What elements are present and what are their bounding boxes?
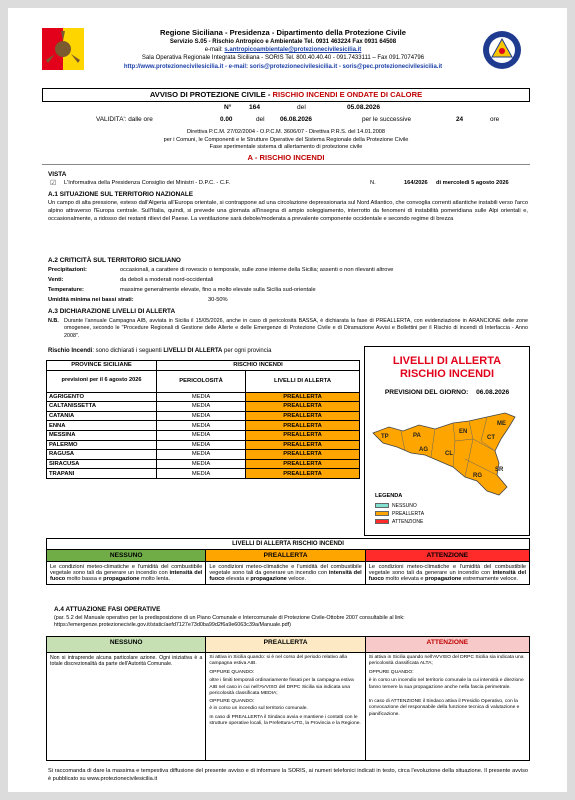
- legend-label: NESSUNO: [392, 503, 417, 509]
- intro-end: per ogni provincia: [222, 348, 272, 354]
- table-row: [47, 430, 360, 440]
- table-row: [47, 402, 360, 412]
- prov-code-cl: CL: [445, 451, 453, 457]
- livelli-desc-attenzione: [365, 562, 529, 585]
- desc-text: molto bassa e: [65, 576, 104, 582]
- desc-bold: intensità del fuoco: [209, 570, 362, 582]
- fasi-text: è in corso un incendio sul territorio comunale.: [209, 705, 308, 711]
- legend-item-nessuno: [375, 502, 424, 510]
- header-department: Regione Siciliana - Presidenza - Dipartimento della Protezione Civile: [159, 28, 406, 37]
- prov-code-me: ME: [497, 421, 506, 427]
- a3-nb: N.B.: [48, 318, 59, 324]
- map-previsioni: [365, 389, 529, 396]
- desc-bold: intensità del fuoco: [50, 570, 203, 582]
- legend-label: ATTENZIONE: [392, 519, 424, 525]
- del-label: del: [297, 104, 306, 111]
- prov-code-pa: PA: [413, 433, 421, 439]
- desc-bold: propagazione: [103, 576, 140, 582]
- validita-del-label: del: [256, 116, 265, 123]
- table-row: [47, 450, 360, 460]
- prov-code-ag: AG: [419, 447, 428, 453]
- a4-text[interactable]: (par. 5.2 del Manuale operativo per la predisposizione di un Piano Comunale e Intercomunale di Protezione Civile-Ottobre 2007 consultabile al link: https://emergenze.protezionecivile.gov.it/static/aefd7127e73d0ba99d2f6a9e6063c39a/Manuale.pdf): [54, 615, 405, 629]
- province-name: SIRACUSA: [47, 459, 157, 469]
- vista-n-label: N.: [370, 180, 376, 186]
- table-row: [47, 440, 360, 450]
- a3-text: Durante l'annuale Campagna AIB, avviata in Sicilia il 15/05/2026, anche in caso di pericolosità BASSA, è dichiarata la fase di PREALLERTA, con evidenziazione in ARANCIONE delle zone omogenee, secondo le "Procedure Regionali di Gestione delle Allerte e delle Emergenze di Protezione Civile e di Diramazione Avvisi e Bollettini per il Rischio di incendi di Interfaccia - Anno 2008".: [64, 318, 528, 339]
- table-row: [47, 421, 360, 431]
- fasi-col-nessuno: Non si intraprende alcuna particolare azione. Ogni iniziativa è a totale discrezionalità da parte dell'Autorità Comunale.: [47, 653, 206, 761]
- footer-note: Si raccomanda di dare la massima e tempestiva diffusione del presente avviso e di informare la SORIS, ai numeri telefonici indicati in testo, circa l'evoluzione della situazione. Il presente avviso è pubblicato su www.protezionecivilesicilia.it: [48, 768, 528, 782]
- desc-text: molto lenta.: [139, 576, 171, 582]
- header-service: Servizio S.05 - Rischio Antropico e Ambientale Tel. 0931 463224 Fax 0931 64508: [169, 39, 397, 46]
- previsioni-label: PREVISIONI DEL GIORNO:: [384, 389, 469, 396]
- province-name: PALERMO: [47, 440, 157, 450]
- email-prefix: e-mail:: [204, 47, 225, 54]
- pericolosita-cell: MEDIA: [157, 411, 246, 421]
- livello-cell: PREALLERTA: [246, 450, 360, 460]
- sicily-island-shape: [373, 413, 515, 495]
- livello-cell: PREALLERTA: [246, 440, 360, 450]
- livelli-allerta-table: [46, 538, 530, 585]
- col-livelli: LIVELLI DI ALLERTA: [246, 370, 360, 392]
- direttive-line3: Fase sperimentale sistema di allertamento di protezione civile: [209, 144, 363, 151]
- fasi-col-attenzione: [365, 653, 529, 761]
- fasi-header-preallerta: PREALLERTA: [206, 637, 365, 653]
- sicily-region-logo: [42, 28, 84, 70]
- table-row: [47, 459, 360, 469]
- legend-item-attenzione: [375, 518, 424, 526]
- validita-row: [42, 116, 530, 127]
- table-row: [47, 411, 360, 421]
- col-rischio: RISCHIO INCENDI: [157, 361, 360, 371]
- table-row: [47, 469, 360, 479]
- rischio-intro: [48, 347, 358, 355]
- section-a-label: A - RISCHIO INCENDI: [247, 153, 325, 162]
- ore-label: ore: [490, 116, 500, 123]
- direttive-line2: per i Comuni, le Componenti e le Strutture Operative del Sistema Regionale della Protezione Civile: [163, 136, 409, 143]
- header-email-link[interactable]: s.antropicoambientale@protezionecivilesicilia.it: [224, 47, 362, 54]
- fasi-text: In caso di PREALLERTA il Sindaco avvia e mantiene i contatti con le strutture operative locali, la Prefettura-UTG, la Provincia e la Regione.: [209, 715, 361, 727]
- section-a-title: [42, 153, 530, 165]
- livelli-header-nessuno: NESSUNO: [47, 550, 206, 562]
- fasi-operative-table: [46, 636, 530, 761]
- fasi-text: OPPURE QUANDO:: [209, 699, 255, 705]
- umidita-label: Umidità minima nei bassi strati:: [48, 297, 134, 303]
- fasi-text: oltre i limiti temporali ordinariamente fissati per la campagna estiva AIB nel caso in cui nell'AVVISO del DRPC Sicilia sia indicata una pericolosità classificata MEDIA;: [209, 678, 354, 696]
- desc-text: Le condizioni meteo-climatiche e l'umidità del combustibile vegetale sono tali da generare un incendio con: [368, 564, 526, 576]
- fasi-text: In caso di ATTENZIONE il Sindaco attiva il Presidio Operativo, con la convocazione del responsabile della funzione tecnica di valutazione e pianificazione.: [368, 698, 520, 717]
- prov-code-ct: CT: [487, 435, 495, 441]
- province-name: AGRIGENTO: [47, 392, 157, 402]
- province-name: RAGUSA: [47, 450, 157, 460]
- province-name: ENNA: [47, 421, 157, 431]
- a3-title: A.3 DICHIARAZIONE LIVELLI DI ALLERTA: [48, 308, 176, 315]
- header: [88, 28, 478, 71]
- livello-cell: PREALLERTA: [246, 469, 360, 479]
- col-province: PROVINCE SICILIANE: [47, 361, 157, 371]
- fasi-text: è in corso un incendio nel territorio comunale la cui intensità e direzione fanno temere la sua propagazione anche nella fascia perimetrale.: [368, 678, 524, 690]
- prov-code-tp: TP: [381, 434, 389, 440]
- legend-title: LEGENDA: [375, 493, 403, 499]
- vista-title: VISTA: [48, 171, 67, 178]
- province-name: TRAPANI: [47, 469, 157, 479]
- map-title-1: LIVELLI DI ALLERTA: [392, 355, 502, 367]
- header-soris: Sala Operativa Regionale Integrata Siciliana - SORIS Tel. 800.40.40.40 - 091.7433111 – Fax 091.7074796: [141, 55, 425, 62]
- pericolosita-cell: MEDIA: [157, 392, 246, 402]
- livelli-desc-preallerta: [206, 562, 365, 585]
- validita-label: VALIDITA': dalle ore: [96, 116, 153, 123]
- a2-title: A.2 CRITICITÀ SUL TERRITORIO SICILIANO: [48, 257, 181, 264]
- avviso-number-row: [42, 104, 530, 115]
- pericolosita-cell: MEDIA: [157, 440, 246, 450]
- precip-value: occasionali, a carattere di rovescio o temporale, sulle zone interne della Sicilia; assenti o non rilevanti altrove: [120, 267, 394, 273]
- venti-value: da deboli a moderati nord-occidentali: [120, 277, 214, 283]
- livello-cell: PREALLERTA: [246, 430, 360, 440]
- intro-mid: : sono dichiarati i seguenti: [92, 348, 164, 354]
- legend-swatch: [375, 519, 389, 524]
- alert-document: [8, 8, 567, 792]
- livello-cell: PREALLERTA: [246, 459, 360, 469]
- a4-title: A.4 ATTUAZIONE FASI OPERATIVE: [54, 606, 161, 613]
- a3-note: [48, 318, 528, 340]
- col-pericolosita: PERICOLOSITÀ: [157, 370, 246, 392]
- prov-code-sr: SR: [495, 467, 504, 473]
- map-panel: [364, 346, 530, 536]
- legend-swatch: [375, 503, 389, 508]
- table-row: [47, 392, 360, 402]
- desc-text: estremamente veloce.: [461, 576, 518, 582]
- a2-venti: [48, 277, 528, 285]
- province-table: [46, 360, 360, 479]
- legend-item-preallerta: [375, 510, 424, 518]
- col-previsioni: previsioni per il 6 agosto 2026: [47, 370, 157, 392]
- fasi-text: OPPURE QUANDO:: [209, 669, 255, 675]
- header-web-links[interactable]: http://www.protezionecivilesicilia.it - e-mail: soris@protezionecivilesicilia.it - soris@pec.protezionecivilesicilia.it: [123, 63, 443, 70]
- livelli-header-preallerta: PREALLERTA: [206, 550, 365, 562]
- a2-umidita: [48, 297, 528, 305]
- desc-text: Le condizioni meteo-climatiche e l'umidità del combustibile vegetale sono tali da generare un incendio con: [50, 564, 203, 576]
- pericolosita-cell: MEDIA: [157, 469, 246, 479]
- temp-label: Temperature:: [48, 287, 84, 293]
- pericolosita-cell: MEDIA: [157, 430, 246, 440]
- pericolosita-cell: MEDIA: [157, 421, 246, 431]
- fasi-text: Si attiva in Sicilia quando: si è nel corso del periodo relativo alla campagna estiva AIB.: [209, 655, 347, 667]
- sicily-map: [369, 411, 527, 499]
- pericolosita-cell: MEDIA: [157, 459, 246, 469]
- livelli-header-attenzione: ATTENZIONE: [365, 550, 529, 562]
- temp-value: massime generalmente elevate, fino a molto elevate sulla Sicilia sud-orientale: [120, 287, 316, 293]
- vista-date: di mercoledì 5 agosto 2026: [436, 180, 509, 186]
- direttive-line1: Direttiva P.C.M. 27/02/2004 - O.P.C.M. 3606/07 - Direttiva P.R.S. del 14.01.2008: [186, 129, 386, 135]
- livelli-desc-nessuno: [47, 562, 206, 585]
- livello-cell: PREALLERTA: [246, 392, 360, 402]
- legend: [375, 502, 424, 526]
- a1-text: Un campo di alta pressione, esteso dall'Algeria all'Europa orientale, si contrappone ad una circolazione depressionaria sul Nord Atlantico, che convoglia correnti atlantiche instabili verso l'arco alpino attraverso l'Europa centrale. Sull'Italia, quindi, si prevede una giornata all'insegna di ampio soleggiamento, interrotto da fenomeni di instabilità pomeridiana sulle Alpi orientali e, occasionalmente, a ridosso dei restanti rilievi del Paese. La ventilazione sarà debole/moderata a prevalente componente occidentale e secondo regime di brezza: [48, 200, 528, 222]
- fasi-text: OPPURE QUANDO:: [368, 669, 414, 675]
- desc-bold: propagazione: [250, 576, 287, 582]
- del-value: 05.08.2026: [347, 104, 381, 111]
- umidita-value: 30-50%: [208, 297, 228, 303]
- precip-label: Precipitazioni:: [48, 267, 87, 273]
- validita-ore: 0.00: [220, 116, 233, 123]
- pericolosita-cell: MEDIA: [157, 450, 246, 460]
- fasi-text: Si attiva in Sicilia quando nell'AVVISO del DRPC Sicilia sia indicata una pericolosità classificata ALTA;: [368, 655, 524, 667]
- desc-text: elevata e: [224, 576, 251, 582]
- desc-bold: intensità del fuoco: [368, 570, 526, 582]
- prov-code-en: EN: [459, 429, 468, 435]
- desc-text: molto elevata e: [383, 576, 426, 582]
- civil-protection-logo: [482, 30, 522, 70]
- avviso-title-prefix: AVVISO DI PROTEZIONE CIVILE -: [149, 90, 273, 99]
- livelli-title: LIVELLI DI ALLERTA RISCHIO INCENDI: [47, 539, 530, 550]
- province-name: MESSINA: [47, 430, 157, 440]
- n-label: N°: [224, 104, 232, 111]
- fasi-header-attenzione: ATTENZIONE: [365, 637, 529, 653]
- avviso-title-bar: [42, 88, 530, 102]
- province-name: CATANIA: [47, 411, 157, 421]
- legend-label: PREALLERTA: [392, 511, 425, 517]
- successive-label: per le successive: [362, 116, 412, 123]
- pericolosita-cell: MEDIA: [157, 402, 246, 412]
- desc-bold: propagazione: [425, 576, 462, 582]
- n-value: 164: [249, 104, 261, 111]
- vista-checkbox-icon: ☑: [50, 180, 57, 187]
- a2-precipitazioni: [48, 267, 528, 275]
- livello-cell: PREALLERTA: [246, 421, 360, 431]
- successive-value: 24: [456, 116, 464, 123]
- livello-cell: PREALLERTA: [246, 411, 360, 421]
- header-email-line: [88, 46, 478, 54]
- intro-bold2: LIVELLI DI ALLERTA: [163, 348, 223, 354]
- province-name: CALTANISSETTA: [47, 402, 157, 412]
- vista-text: L'Informativa della Presidenza Consiglio dei Ministri - D.P.C. - C.F.: [64, 180, 230, 186]
- desc-text: Le condizioni meteo-climatiche e l'umidità del combustibile vegetale sono tali da generare un incendio con: [209, 564, 362, 576]
- validita-date: 06.08.2026: [280, 116, 312, 123]
- prov-code-rg: RG: [473, 473, 482, 479]
- previsioni-date: 06.08.2026: [476, 389, 510, 396]
- intro-bold: Rischio Incendi: [48, 348, 93, 354]
- desc-text: veloce.: [286, 576, 307, 582]
- direttive: [42, 129, 530, 152]
- legend-swatch: [375, 511, 389, 516]
- vista-n-value: 164/2026: [404, 180, 428, 186]
- a2-temperature: [48, 287, 528, 295]
- map-title-2: RISCHIO INCENDI: [399, 368, 495, 380]
- venti-label: Venti:: [48, 277, 64, 283]
- livello-cell: PREALLERTA: [246, 402, 360, 412]
- fasi-col-preallerta: [206, 653, 365, 761]
- fasi-header-nessuno: NESSUNO: [47, 637, 206, 653]
- vista-row: [48, 180, 528, 190]
- avviso-title-risk: RISCHIO INCENDI E ONDATE DI CALORE: [272, 90, 423, 99]
- a1-title: A.1 SITUAZIONE SUL TERRITORIO NAZIONALE: [48, 191, 193, 198]
